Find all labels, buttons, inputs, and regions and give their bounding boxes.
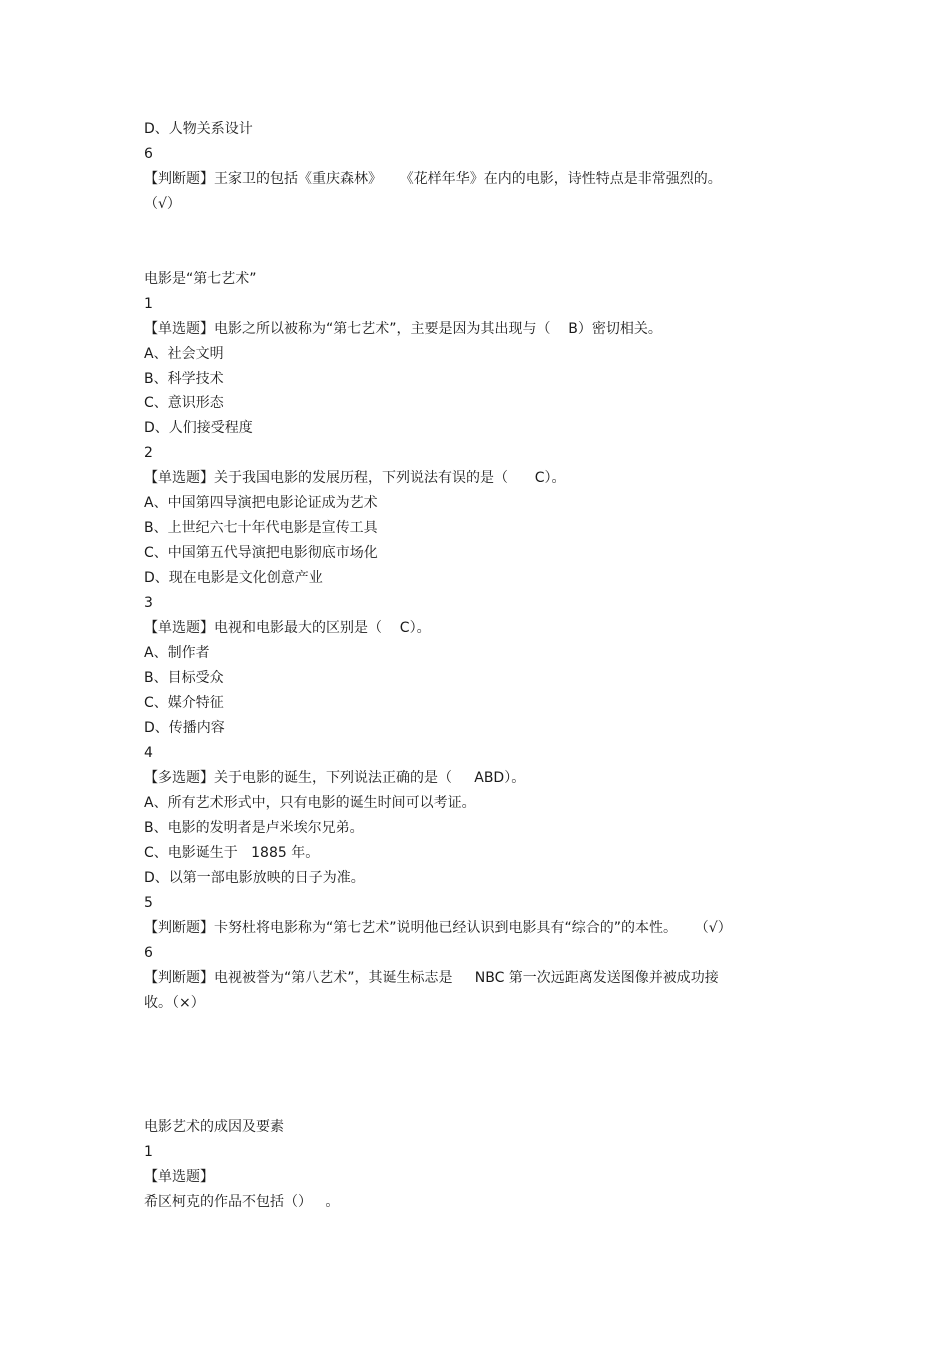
question-number: 3 [144,595,153,611]
question-text: 希区柯克的作品不包括（） 。 [144,1194,340,1210]
option-b: B、上世纪六七十年代电影是宣传工具 [144,520,378,536]
question-text: 【单选题】关于我国电影的发展历程，下列说法有误的是（ C）。 [144,470,566,486]
answer-mark: （√） [144,196,181,212]
option-b: B、电影的发明者是卢米埃尔兄弟。 [144,820,364,836]
option-d: D、人物关系设计 [144,121,253,137]
option-a: A、社会文明 [144,346,224,362]
question-number: 6 [144,146,153,162]
question-text-continued: 收。（×） [144,995,205,1011]
option-d: D、人们接受程度 [144,420,253,436]
question-text: 【多选题】关于电影的诞生，下列说法正确的是（ ABD）。 [144,770,526,786]
option-c: C、中国第五代导演把电影彻底市场化 [144,545,378,561]
question-number: 1 [144,1144,153,1160]
question-number: 1 [144,296,153,312]
question-text: 【判断题】卡努杜将电影称为“第七艺术”说明他已经认识到电影具有“综合的”的本性。 （√） [144,920,732,936]
question-number: 2 [144,445,153,461]
question-number: 6 [144,945,153,961]
option-d: D、传播内容 [144,720,225,736]
option-c: C、意识形态 [144,395,224,411]
question-text: 【单选题】电视和电影最大的区别是（ C）。 [144,620,431,636]
question-number: 5 [144,895,153,911]
question-number: 4 [144,745,153,761]
section-heading: 电影是“第七艺术” [144,271,257,287]
option-c: C、媒介特征 [144,695,224,711]
option-b: B、科学技术 [144,371,224,387]
option-c: C、电影诞生于 1885 年。 [144,845,320,861]
option-d: D、以第一部电影放映的日子为准。 [144,870,365,886]
option-a: A、所有艺术形式中，只有电影的诞生时间可以考证。 [144,795,476,811]
option-d: D、现在电影是文化创意产业 [144,570,323,586]
question-text: 【单选题】电影之所以被称为“第七艺术”，主要是因为其出现与（ B）密切相关。 [144,321,662,337]
option-b: B、目标受众 [144,670,224,686]
option-a: A、中国第四导演把电影论证成为艺术 [144,495,378,511]
question-text: 【判断题】王家卫的包括《重庆森林》 《花样年华》在内的电影，诗性特点是非常强烈的。 [144,171,722,187]
option-a: A、制作者 [144,645,210,661]
question-text: 【判断题】电视被誉为“第八艺术”，其诞生标志是 NBC 第一次远距离发送图像并被成功接 [144,970,719,986]
question-type: 【单选题】 [144,1169,214,1185]
section-heading: 电影艺术的成因及要素 [144,1119,284,1135]
